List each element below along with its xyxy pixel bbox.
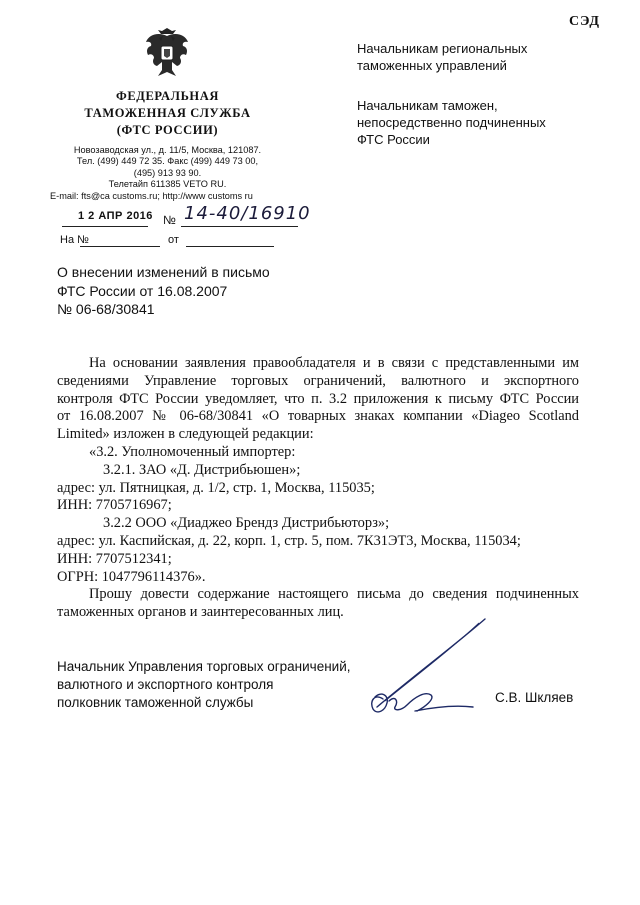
sed-stamp: СЭД [568, 14, 600, 29]
body-line: Limited» изложен в следующей редакции: [57, 426, 314, 443]
number-sign: № [163, 213, 176, 227]
signer-title-line: полковник таможенной службы [57, 695, 254, 710]
sender-teletype: Телетайп 611385 VETO RU. [108, 179, 227, 190]
date-underline [62, 226, 148, 227]
signer-title-line: Начальник Управления торговых ограничений, [57, 659, 351, 674]
addressee-line: непосредственно подчиненных [357, 115, 546, 130]
sender-contacts [50, 145, 285, 202]
reply-number-blank [80, 246, 160, 247]
outgoing-number: 14-40/16910 [184, 203, 311, 224]
body-line: сведениями Управление торговых ограничений, валютного и экспортного [57, 372, 579, 389]
body-line: Прошу довести содержание настоящего письма до сведения подчиненных [89, 586, 579, 603]
importer-1-address: адрес: ул. Пятницкая, д. 1/2, стр. 1, Москва, 115035; [57, 479, 375, 496]
reply-date-label: от [168, 234, 179, 246]
letter-body [57, 355, 579, 622]
subject-line: № 06-68/30841 [57, 301, 155, 317]
importer-2-name: 3.2.2 ООО «Диаджео Брендз Дистрибьюторз»; [103, 515, 390, 532]
reply-date-blank [186, 246, 274, 247]
letter-subject [57, 263, 270, 319]
addressee-line: Начальникам таможен, [357, 98, 498, 113]
signer-title [57, 658, 351, 712]
importer-2-address: адрес: ул. Каспийская, д. 22, корп. 1, стр. 5, пом. 7К31ЭТ3, Москва, 115034; [57, 532, 521, 549]
sender-organization [50, 88, 285, 139]
addressee-line: Начальникам региональных [357, 41, 528, 56]
addressee-block [357, 40, 527, 74]
importer-1-name: 3.2.1. ЗАО «Д. Дистрибьюшен»; [103, 461, 301, 478]
sender-address: Новозаводская ул., д. 11/5, Москва, 121087. [73, 145, 262, 155]
body-line: На основании заявления правообладателя и в связи с представленными им [89, 355, 579, 371]
addressee-block [357, 97, 546, 148]
signer-name: С.В. Шкляев [495, 690, 574, 705]
body-line: от 16.08.2007 № 06-68/30841 «О товарных знаках компании «Diageo Scotland [57, 408, 579, 425]
body-line: таможенных органов и заинтересованных лиц. [57, 604, 344, 621]
importer-2-ogrn: ОГРН: 1047796114376». [57, 568, 206, 585]
body-line: контроля ФТС России уведомляет, что п. 3.2 приложения к письму ФТС России [57, 390, 579, 407]
coat-of-arms-icon [144, 28, 190, 80]
org-name-line: ФЕДЕРАЛЬНАЯ [115, 89, 220, 103]
reply-number-label: На № [60, 234, 89, 246]
signer-title-line: валютного и экспортного контроля [57, 677, 274, 692]
importer-2-inn: ИНН: 7707512341; [57, 550, 172, 567]
subject-line: ФТС России от 16.08.2007 [57, 282, 228, 299]
outgoing-date: 1 2 АПР 2016 [78, 210, 153, 222]
number-underline [181, 226, 298, 227]
org-short-name: (ФТС РОССИИ) [116, 123, 219, 137]
importer-1-inn: ИНН: 7705716967; [57, 497, 172, 514]
sender-email: E-mail: fts@ca customs.ru; http://www customs ru [50, 190, 253, 201]
subject-line: О внесении изменений в письмо [57, 264, 270, 280]
importer-heading: «3.2. Уполномоченный импортер: [89, 443, 296, 460]
addressee-line: таможенных управлений [357, 58, 507, 73]
org-name-line: ТАМОЖЕННАЯ СЛУЖБА [84, 106, 251, 120]
sender-phones-extra: (495) 913 93 90. [133, 167, 202, 178]
sender-phones: Тел. (499) 449 72 35. Факс (499) 449 73 00, [76, 156, 259, 167]
handwritten-signature-icon [355, 615, 490, 725]
addressee-line: ФТС России [357, 132, 430, 147]
